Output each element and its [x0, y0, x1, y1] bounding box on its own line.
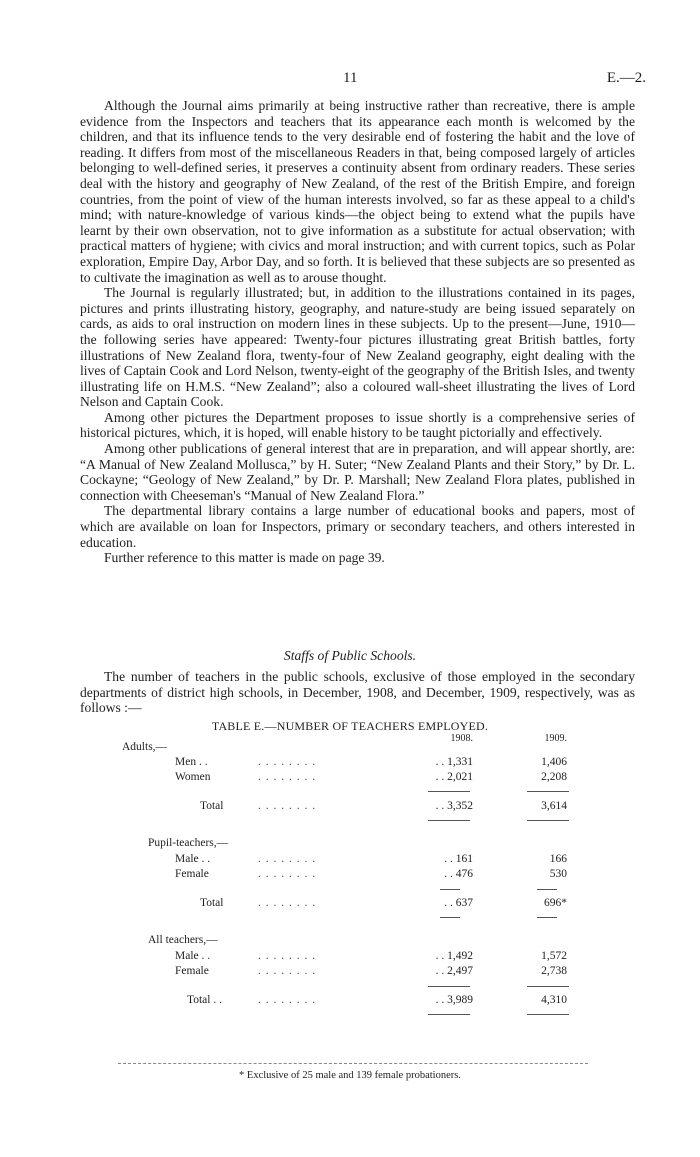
total-1908: . . 3,989: [435, 994, 473, 1006]
paragraph: Among other pictures the Department proposes to issue shortly is a comprehensive series of historical pictures, which, it is hoped, will enable history to be taught pictorially and effectively.: [80, 409, 635, 441]
paragraph: Among other publications of general interest that are in preparation, and will appear shortly, are: “A Manual of New Zealand Mollusca,” by H. Suter; “New Zealand Plants and their Story,” by Dr. L. Cockayne; “Geology of New Zealand,” by Dr. P. Marshall; New Zealand Flora plates, published in connection with Cheeseman's “Manual of New Zealand Flora.”: [80, 441, 635, 503]
group-heading: All teachers,—: [148, 934, 218, 946]
section-heading: Staffs of Public Schools.: [283, 648, 417, 663]
total-label: Total: [200, 897, 224, 909]
table-title: TABLE E.—NUMBER OF TEACHERS EMPLOYED.: [211, 719, 489, 733]
dot-leader: . . . . . . . .: [258, 756, 317, 768]
sum-rule: [527, 1014, 569, 1015]
row-label: Female: [175, 868, 209, 880]
value-1909: 530: [549, 868, 567, 880]
dot-leader: . . . . . . . .: [258, 965, 317, 977]
dot-leader: . . . . . . . .: [258, 800, 317, 812]
row-label: Male . .: [175, 853, 211, 865]
value-1908: . . 1,492: [435, 950, 473, 962]
value-1908: . . 2,497: [435, 965, 473, 977]
paragraph: The departmental library contains a large number of educational books and papers, most of which are available on loan for Inspectors, primary or secondary teachers, and others interested in education.: [80, 503, 635, 550]
dot-leader: . . . . . . . .: [258, 950, 317, 962]
paragraph: The Journal is regularly illustrated; but, in addition to the illustrations contained in its pages, pictures and prints illustrating history, geography, and nature-study are being issued separately on cards, as aids to oral instruction on modern lines in these subjects. Up to the present—June, 1910—the following series have appeared: Twenty-four pictures illustrating great British battles, forty illustrations of New Zealand flora, twenty-four of New Zealand geography, eight dealing with the lives of Captain Cook and Lord Nelson, twenty-eight of the geography of the British Isles, and twenty illustrating life on H.M.S. “New Zealand”; also a coloured wall-sheet illustrating the lives of Lord Nelson and Captain Cook.: [80, 285, 635, 410]
paragraph: Although the Journal aims primarily at being instructive rather than recreative, there is ample evidence from the Inspectors and teachers that its appearance each month is welcomed by the children, and that its influence tends to the very desirable end of fostering the habit and the love of reading. It differs from most of the miscellaneous Readers in that, being composed largely of articles belonging to well-defined series, it preserves a continuity absent from ordinary readers. These series deal with the history and geography of New Zealand, of the rest of the British Empire, and foreign countries, from the point of view of the human interests involved, so far as these appeal to a child's mind; with nature-knowledge of various kinds—the object being to extend what the pupils have learnt by their own observation, not to give information as a substitute for actual observation; with practical matters of hygiene; with civics and moral instruction; and with current topics, such as Polar exploration, Empire Day, Arbor Day, and so forth. It is believed that these subjects are so presented as to cultivate the imagination as well as to arouse thought.: [80, 98, 635, 285]
section-intro: [80, 669, 635, 716]
sum-rule: [527, 986, 569, 987]
footnote: * Exclusive of 25 male and 139 female probationers.: [239, 1070, 461, 1081]
row-label: Male . .: [175, 950, 211, 962]
total-1908: . . 637: [444, 897, 473, 909]
sum-rule: [440, 889, 460, 890]
report-code: E.—2.: [606, 70, 646, 86]
total-1909: 4,310: [541, 994, 567, 1006]
body-text: [80, 98, 635, 566]
dot-leader: . . . . . . . .: [258, 853, 317, 865]
sum-rule: [527, 820, 569, 821]
page-header: [0, 70, 700, 90]
row-label: Women: [175, 771, 211, 783]
value-1908: . . 1,331: [435, 756, 473, 768]
footnote-rule: [118, 1063, 588, 1064]
value-1909: 166: [549, 853, 567, 865]
sum-rule: [527, 791, 569, 792]
year-1908-header: 1908.: [450, 733, 473, 744]
value-1908: . . 2,021: [435, 771, 473, 783]
paragraph: Further reference to this matter is made on page 39.: [104, 550, 385, 566]
total-1909: 696*: [544, 897, 567, 909]
dot-leader: . . . . . . . .: [258, 994, 317, 1006]
total-1908: . . 3,352: [435, 800, 473, 812]
sum-rule: [428, 1014, 470, 1015]
value-1908: . . 161: [444, 853, 473, 865]
total-label: Total: [200, 800, 224, 812]
dot-leader: . . . . . . . .: [258, 897, 317, 909]
sum-rule: [440, 917, 460, 918]
intro-paragraph: The number of teachers in the public schools, exclusive of those employed in the secondary departments of district high schools, in December, 1908, and December, 1909, respectively, was as follows :—: [80, 669, 635, 716]
value-1909: 2,208: [541, 771, 567, 783]
group-heading: Adults,—: [122, 741, 168, 753]
row-label: Men . .: [175, 756, 208, 768]
row-label: Female: [175, 965, 209, 977]
value-1908: . . 476: [444, 868, 473, 880]
sum-rule: [537, 889, 557, 890]
year-1909-header: 1909.: [544, 733, 567, 744]
dot-leader: . . . . . . . .: [258, 868, 317, 880]
sum-rule: [428, 986, 470, 987]
sum-rule: [537, 917, 557, 918]
value-1909: 2,738: [541, 965, 567, 977]
total-label: Total . .: [187, 994, 222, 1006]
dot-leader: . . . . . . . .: [258, 771, 317, 783]
value-1909: 1,406: [541, 756, 567, 768]
page-number: 11: [343, 70, 358, 86]
value-1909: 1,572: [541, 950, 567, 962]
sum-rule: [428, 820, 470, 821]
total-1909: 3,614: [541, 800, 567, 812]
sum-rule: [428, 791, 470, 792]
group-heading: Pupil-teachers,—: [148, 837, 229, 849]
